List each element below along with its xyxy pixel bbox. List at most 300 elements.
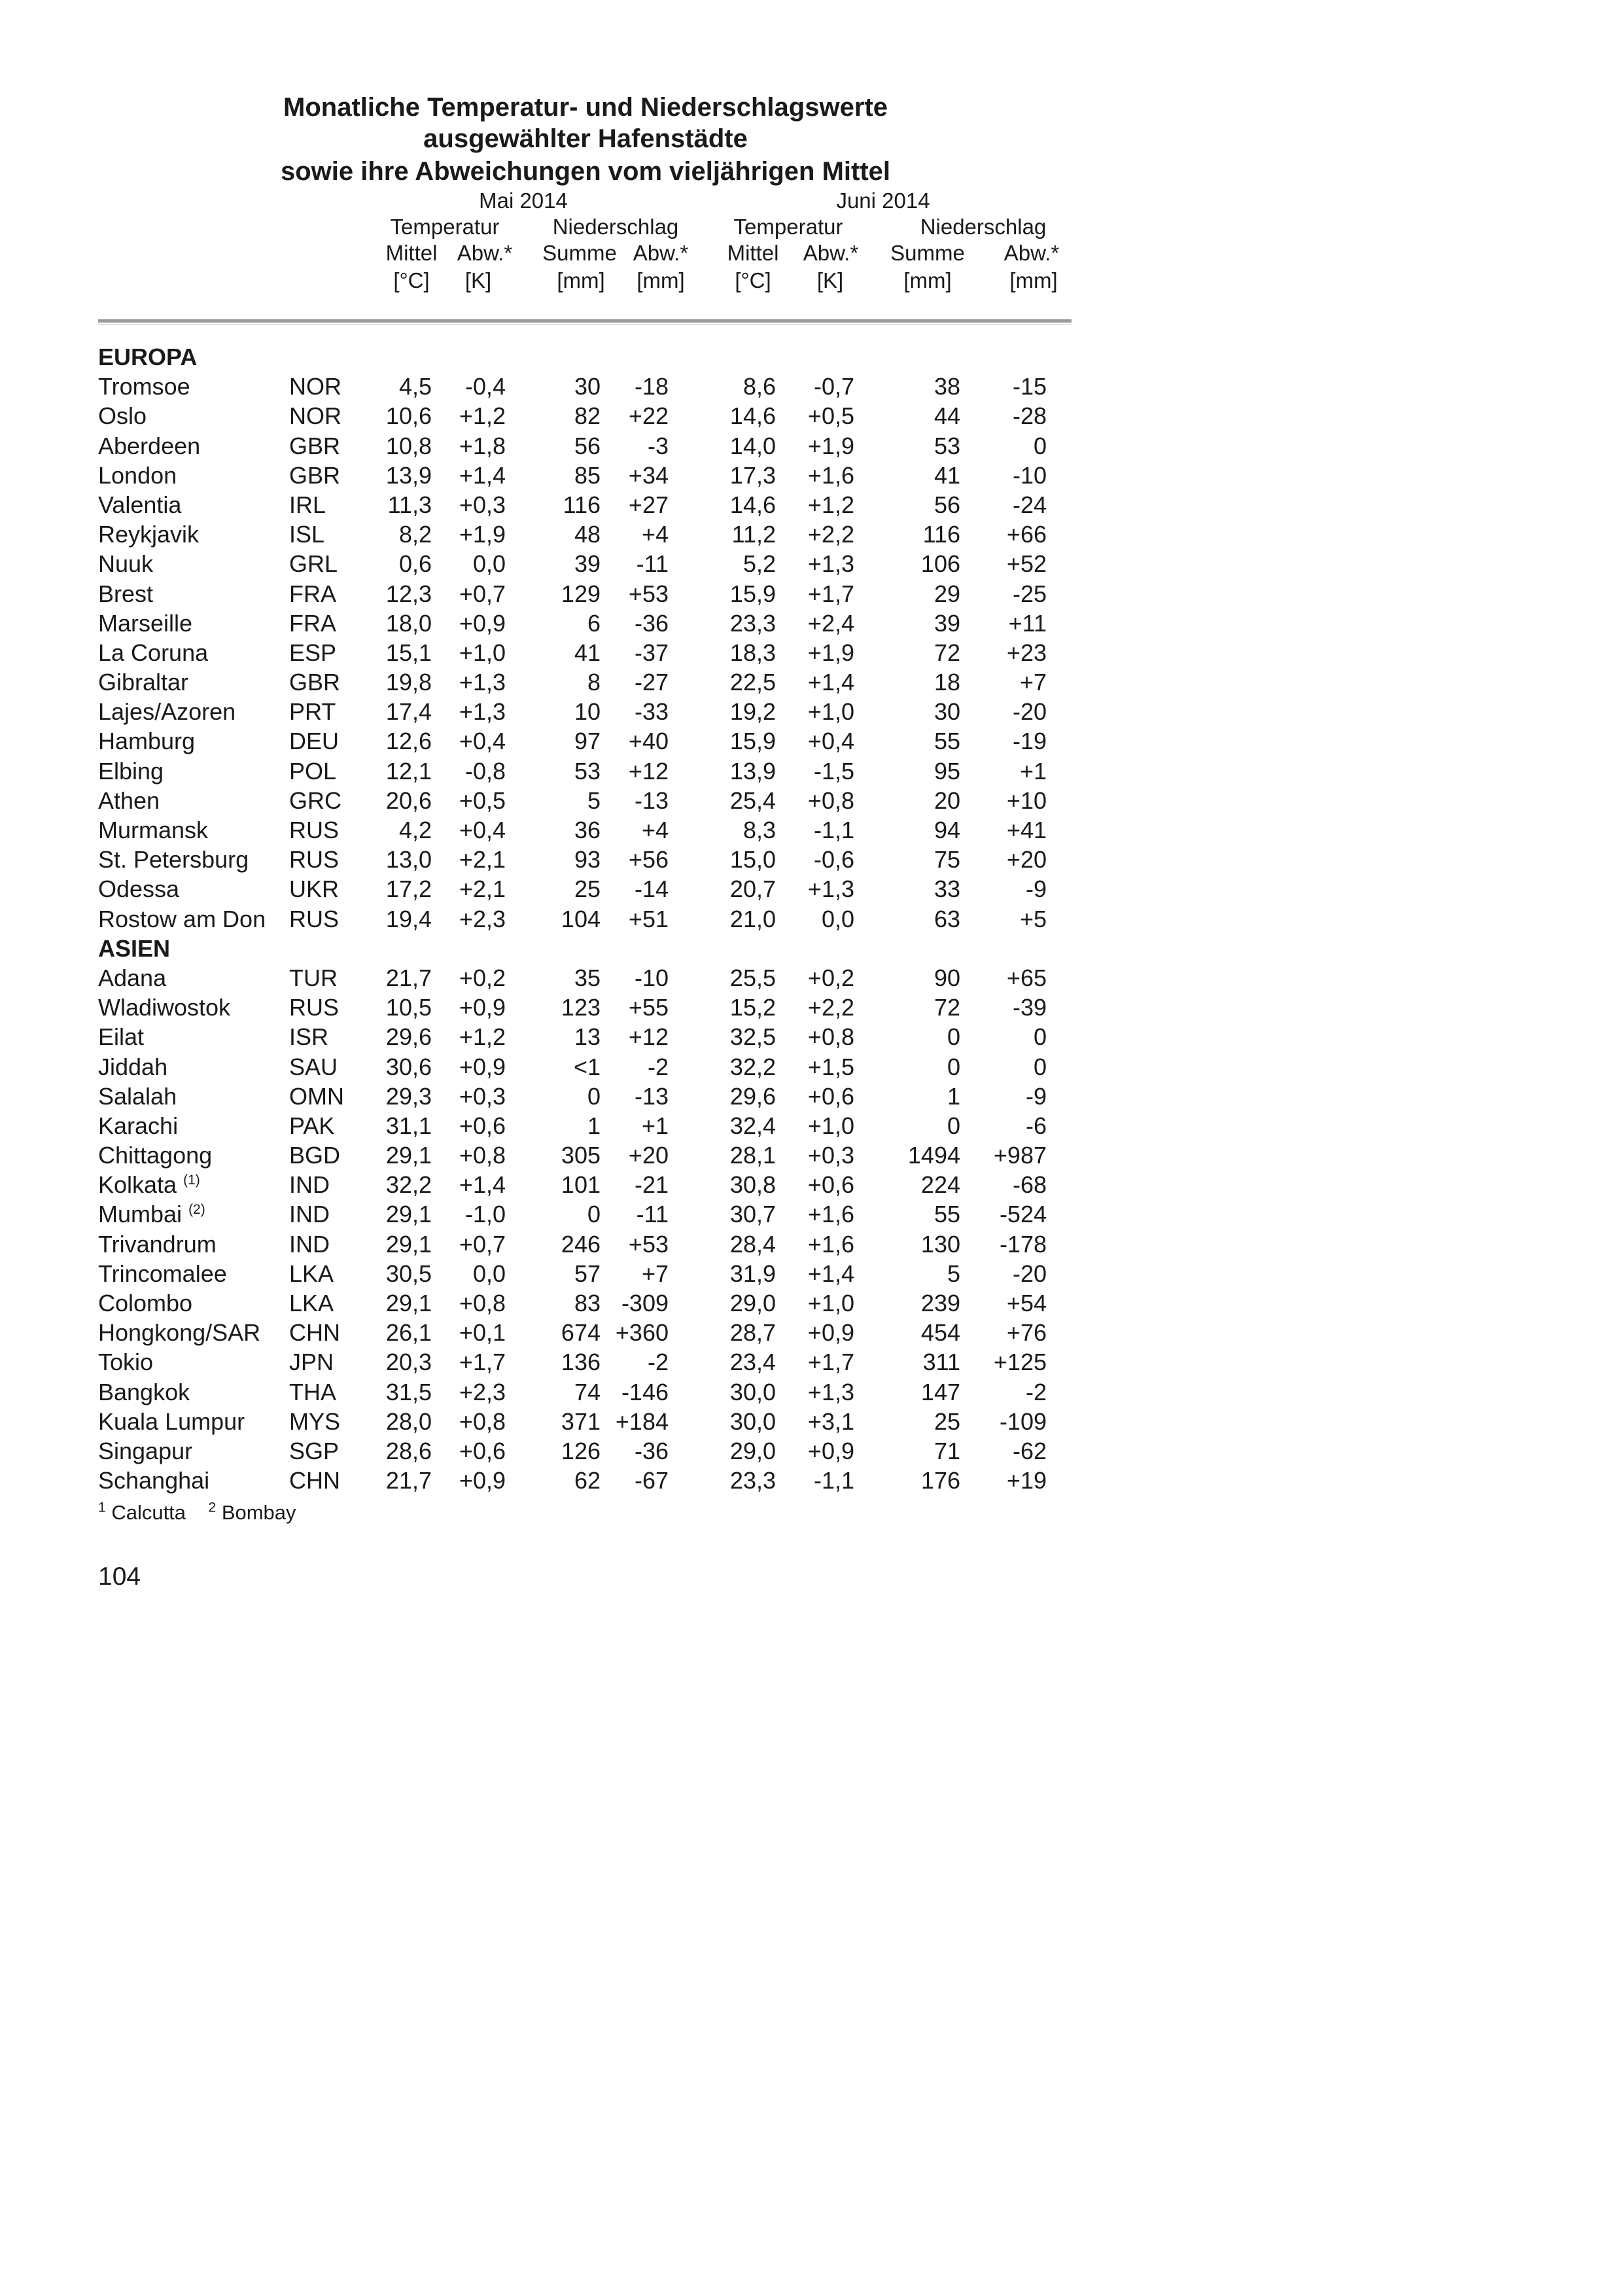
city-name: London	[98, 461, 177, 489]
precip-dev-may-value: -11	[636, 1201, 669, 1228]
temp-mean-may-value: 32,2	[385, 1171, 432, 1199]
temp-mean-june-value: 15,2	[729, 994, 776, 1021]
precip-dev-may-value: +360	[615, 1319, 669, 1347]
precip-dev-may-value: +53	[628, 1230, 669, 1258]
country-code: POL	[289, 757, 337, 785]
temp-mean-may-value: 30,6	[385, 1053, 432, 1080]
city-name: Marseille	[98, 609, 193, 637]
precip-dev-may-value: +56	[628, 846, 669, 874]
temp-mean-june-value: 28,4	[729, 1230, 776, 1258]
precip-sum-may-value: 56	[574, 432, 601, 459]
temp-mean-may-value: 10,5	[385, 994, 432, 1021]
section-heading-row	[0, 934, 1623, 963]
precip-dev-june-value: 0	[1033, 432, 1047, 459]
temp-dev-may-value: -0,8	[464, 757, 506, 785]
precip-dev-may-value: +184	[615, 1407, 669, 1435]
precip-dev-may-value: +12	[628, 757, 669, 785]
precip-dev-may-value: -36	[634, 1437, 669, 1464]
temp-mean-may-value: 17,2	[385, 875, 432, 903]
city-cell	[98, 963, 166, 993]
table-row	[0, 579, 1623, 609]
data-table-body	[0, 342, 1623, 1495]
temp-mean-may-value: 10,6	[385, 402, 432, 430]
temp-dev-june-value: +1,6	[807, 1201, 854, 1228]
city-name: Schanghai	[98, 1467, 210, 1494]
temp-mean-may-value: 15,1	[385, 639, 432, 666]
city-name: Murmansk	[98, 817, 209, 843]
precip-dev-june-value: -25	[1012, 580, 1047, 607]
precip-sum-may-value: 371	[561, 1407, 601, 1435]
city-name: Kuala Lumpur	[98, 1407, 245, 1435]
temp-mean-june-value: 15,9	[729, 728, 776, 755]
country-code: FRA	[289, 580, 336, 607]
precip-sum-may-value: 35	[574, 964, 601, 991]
precip-sum-june-value: 25	[934, 1407, 960, 1435]
city-name: Trincomalee	[98, 1260, 227, 1287]
city-cell	[98, 1347, 153, 1377]
table-row	[0, 490, 1623, 520]
month-header-june: Juni 2014	[836, 188, 930, 213]
city-cell	[98, 1288, 192, 1318]
temp-dev-may-value: +0,9	[459, 1053, 506, 1080]
temp-dev-june-value: +0,6	[807, 1082, 854, 1110]
table-row	[0, 845, 1623, 874]
section-heading: ASIEN	[98, 934, 171, 962]
precip-sum-june-value: 224	[920, 1171, 960, 1199]
city-cell	[98, 726, 195, 756]
col-header-summe-may: Summe	[542, 241, 617, 265]
temp-dev-june-value: +0,8	[807, 1023, 854, 1051]
table-row	[0, 874, 1623, 904]
country-code: THA	[289, 1378, 336, 1405]
temp-mean-june-value: 11,2	[731, 521, 776, 548]
temp-dev-june-value: -0,7	[813, 373, 854, 400]
temp-mean-may-value: 20,6	[385, 786, 432, 814]
precip-dev-may-value: +4	[641, 521, 669, 548]
footnote-marker-1: 1	[98, 1500, 106, 1515]
precip-dev-june-value: -20	[1012, 698, 1047, 726]
country-code: CHN	[289, 1319, 340, 1347]
country-code: ISL	[289, 521, 325, 548]
temp-mean-june-value: 21,0	[729, 905, 776, 932]
table-row	[0, 697, 1623, 726]
temp-dev-may-value: +0,1	[459, 1319, 506, 1347]
unit-celsius-june: [°C]	[735, 268, 771, 292]
precip-sum-may-value: 136	[561, 1349, 601, 1376]
col-header-abw-precip-june: Abw.*	[1003, 241, 1060, 265]
temp-dev-june-value: +1,3	[807, 550, 854, 578]
temp-mean-june-value: 5,2	[742, 550, 776, 578]
city-cell	[98, 697, 236, 726]
precip-dev-june-value: +52	[1006, 550, 1047, 578]
table-row	[0, 1170, 1623, 1199]
table-row	[0, 1229, 1623, 1259]
precip-dev-may-value: -13	[634, 1082, 669, 1110]
temp-dev-june-value: -0,6	[813, 846, 854, 874]
precip-dev-may-value: +22	[628, 402, 669, 430]
footnote-text-1: Calcutta	[111, 1501, 186, 1524]
temp-dev-june-value: -1,1	[813, 817, 854, 843]
country-code: DEU	[289, 728, 340, 755]
table-row	[0, 1140, 1623, 1170]
city-cell	[98, 461, 177, 490]
col-header-abw-temp-may: Abw.*	[457, 241, 513, 265]
city-name: Trivandrum	[98, 1230, 217, 1258]
temp-dev-may-value: +2,1	[459, 846, 506, 874]
precip-dev-june-value: -178	[999, 1230, 1047, 1258]
city-cell	[98, 1170, 200, 1199]
city-cell	[98, 667, 188, 697]
precip-sum-may-value: 83	[574, 1290, 601, 1316]
precip-sum-june-value: 39	[934, 609, 960, 637]
precip-dev-may-value: -2	[647, 1053, 669, 1080]
precip-dev-may-value: +20	[628, 1142, 669, 1169]
temp-dev-june-value: +0,8	[807, 786, 854, 814]
temp-mean-may-value: 29,3	[385, 1082, 432, 1110]
city-name: Chittagong	[98, 1142, 213, 1169]
temp-mean-may-value: 21,7	[385, 964, 432, 991]
precip-dev-june-value: 0	[1033, 1053, 1047, 1080]
city-name: Hongkong/SAR	[98, 1319, 261, 1347]
city-cell	[98, 786, 160, 815]
precip-sum-may-value: 39	[574, 550, 601, 578]
table-row	[0, 520, 1623, 549]
temp-mean-may-value: 8,2	[398, 521, 432, 548]
city-cell	[98, 1436, 192, 1466]
page-number: 104	[98, 1563, 141, 1591]
country-code: SAU	[289, 1053, 338, 1080]
temp-mean-may-value: 18,0	[385, 609, 432, 637]
table-row	[0, 1318, 1623, 1347]
table-row	[0, 786, 1623, 815]
precip-sum-june-value: 311	[922, 1349, 960, 1376]
precip-dev-may-value: -27	[634, 669, 669, 696]
precip-dev-may-value: +7	[641, 1260, 669, 1287]
city-name: La Coruna	[98, 639, 209, 666]
city-cell	[98, 904, 266, 934]
precip-dev-may-value: -2	[647, 1349, 669, 1376]
city-cell	[98, 1229, 217, 1259]
table-row	[0, 549, 1623, 578]
precip-sum-june-value: 55	[934, 728, 960, 755]
table-row	[0, 401, 1623, 431]
city-cell	[98, 1259, 227, 1288]
temp-mean-june-value: 15,0	[729, 846, 776, 874]
precip-sum-june-value: 75	[934, 846, 960, 874]
city-cell	[98, 756, 164, 786]
temp-dev-june-value: +1,3	[807, 875, 854, 903]
table-row	[0, 1199, 1623, 1229]
city-name: Athen	[98, 786, 160, 814]
unit-mm-sum-june: [mm]	[903, 268, 952, 292]
city-cell	[98, 1111, 178, 1140]
precip-dev-june-value: +41	[1006, 817, 1047, 843]
temp-dev-june-value: +0,5	[807, 402, 854, 430]
precip-dev-may-value: -146	[621, 1378, 669, 1405]
temp-dev-may-value: +0,3	[459, 1082, 506, 1110]
precip-dev-june-value: +66	[1006, 521, 1047, 548]
header-divider-shadow	[98, 324, 1072, 325]
table-row	[0, 904, 1623, 934]
city-name: Colombo	[98, 1290, 193, 1316]
unit-mm-sum-may: [mm]	[557, 268, 605, 292]
precip-sum-may-value: 48	[574, 521, 601, 548]
temp-mean-may-value: 17,4	[385, 698, 432, 726]
precip-sum-june-value: 130	[920, 1230, 960, 1258]
temp-mean-june-value: 23,4	[729, 1349, 776, 1376]
precip-sum-june-value: 41	[934, 461, 960, 489]
temp-dev-may-value: +1,0	[459, 639, 506, 666]
temp-mean-may-value: 19,8	[385, 669, 432, 696]
city-name: Rostow am Don	[98, 905, 266, 932]
table-row	[0, 1407, 1623, 1436]
temp-mean-june-value: 32,2	[729, 1053, 776, 1080]
precip-sum-may-value: 246	[561, 1230, 601, 1258]
precip-sum-may-value: 116	[563, 491, 601, 518]
table-row	[0, 431, 1623, 461]
precip-dev-may-value: -67	[634, 1467, 669, 1494]
precip-sum-may-value: 129	[561, 580, 601, 607]
temp-dev-june-value: +3,1	[807, 1407, 854, 1435]
footnote-reference: (1)	[183, 1173, 200, 1188]
city-name: Gibraltar	[98, 669, 189, 696]
precip-dev-may-value: -37	[634, 639, 669, 666]
country-code: IND	[289, 1230, 330, 1258]
precip-sum-june-value: 55	[934, 1201, 960, 1228]
temp-mean-june-value: 30,0	[729, 1378, 776, 1405]
country-code: ISR	[289, 1023, 329, 1051]
country-code: OMN	[289, 1082, 344, 1110]
temp-dev-may-value: +0,7	[459, 580, 506, 607]
precip-dev-june-value: +10	[1006, 786, 1047, 814]
precip-dev-may-value: +40	[628, 728, 669, 755]
temp-mean-june-value: 25,4	[729, 786, 776, 814]
precip-sum-june-value: 176	[920, 1467, 960, 1494]
temp-dev-may-value: +0,9	[459, 994, 506, 1021]
temp-dev-june-value: +1,0	[807, 1290, 854, 1316]
precip-dev-may-value: +53	[628, 580, 669, 607]
precip-sum-may-value: 13	[574, 1023, 601, 1051]
temp-dev-june-value: +0,2	[807, 964, 854, 991]
table-row	[0, 726, 1623, 756]
temp-dev-may-value: +1,3	[459, 669, 506, 696]
precip-sum-may-value: 97	[574, 728, 601, 755]
temp-mean-june-value: 15,9	[729, 580, 776, 607]
temp-mean-may-value: 10,8	[385, 432, 432, 459]
city-name: Nuuk	[98, 550, 154, 578]
precip-sum-may-value: 305	[561, 1142, 601, 1169]
col-header-abw-precip-may: Abw.*	[633, 241, 689, 265]
temp-mean-may-value: 13,0	[385, 846, 432, 874]
city-name: Kolkata	[98, 1171, 177, 1199]
city-cell	[98, 1377, 190, 1407]
precip-sum-may-value: 82	[574, 402, 601, 430]
temp-dev-may-value: 0,0	[472, 550, 506, 578]
city-name: Valentia	[98, 491, 182, 518]
precip-sum-june-value: 0	[947, 1053, 960, 1080]
precip-dev-may-value: -10	[634, 964, 669, 991]
city-name: Tromsoe	[98, 373, 190, 400]
table-title-line-2: ausgewählter Hafenstädte	[423, 124, 748, 153]
temp-dev-may-value: +0,4	[459, 817, 506, 843]
temp-dev-june-value: +1,9	[807, 432, 854, 459]
temp-dev-june-value: +0,6	[807, 1171, 854, 1199]
unit-mm-abw-june: [mm]	[1009, 268, 1058, 292]
precip-sum-may-value: 53	[574, 757, 601, 785]
unit-celsius-may: [°C]	[393, 268, 430, 292]
city-cell	[98, 1466, 209, 1495]
table-row	[0, 1259, 1623, 1288]
city-name: Adana	[98, 964, 167, 991]
unit-kelvin-may: [K]	[464, 268, 492, 292]
table-row	[0, 372, 1623, 401]
country-code: GBR	[289, 461, 341, 489]
table-row	[0, 1111, 1623, 1140]
temp-dev-may-value: +0,9	[459, 609, 506, 637]
precip-sum-may-value: 0	[587, 1201, 601, 1228]
precip-dev-june-value: -109	[999, 1407, 1047, 1435]
group-header-precip-june: Niederschlag	[920, 215, 1047, 239]
temp-mean-june-value: 8,3	[742, 817, 776, 843]
city-name: Hamburg	[98, 728, 196, 755]
city-cell	[98, 579, 153, 609]
precip-sum-june-value: 44	[934, 402, 960, 430]
temp-dev-june-value: +0,9	[807, 1437, 854, 1464]
precip-dev-june-value: -524	[999, 1201, 1047, 1228]
table-title-line-3: sowie ihre Abweichungen vom vieljährigen Mittel	[280, 157, 891, 186]
temp-dev-may-value: +2,3	[459, 905, 506, 932]
precip-sum-june-value: 72	[934, 639, 960, 666]
temp-mean-may-value: 31,1	[385, 1112, 432, 1139]
precip-dev-june-value: -9	[1025, 1082, 1047, 1110]
city-cell	[98, 1407, 245, 1436]
city-cell	[98, 1318, 260, 1347]
precip-sum-june-value: 0	[947, 1023, 960, 1051]
precip-sum-june-value: 72	[934, 994, 960, 1021]
temp-dev-may-value: +0,6	[459, 1437, 506, 1464]
precip-sum-may-value: 104	[561, 905, 601, 932]
country-code: PAK	[289, 1112, 335, 1139]
precip-sum-may-value: 30	[574, 373, 601, 400]
precip-dev-june-value: -15	[1012, 373, 1047, 400]
city-cell	[98, 1199, 205, 1229]
temp-mean-may-value: 12,1	[385, 757, 432, 785]
temp-mean-june-value: 32,4	[729, 1112, 776, 1139]
temp-mean-may-value: 4,5	[398, 373, 432, 400]
country-code: BGD	[289, 1142, 341, 1169]
country-code: RUS	[289, 994, 340, 1021]
temp-dev-may-value: +0,8	[459, 1290, 506, 1316]
temp-mean-june-value: 30,7	[729, 1201, 776, 1228]
temp-dev-may-value: 0,0	[472, 1260, 506, 1287]
table-row	[0, 1022, 1623, 1051]
precip-sum-may-value: 123	[561, 994, 601, 1021]
country-code: GRL	[289, 550, 338, 578]
temp-dev-june-value: +1,4	[807, 1260, 854, 1287]
city-cell	[98, 1140, 212, 1170]
precip-dev-may-value: -309	[621, 1290, 669, 1316]
table-title-line-1: Monatliche Temperatur- und Niederschlagswerte	[283, 93, 888, 122]
header-divider	[98, 319, 1072, 323]
temp-dev-may-value: +1,8	[459, 432, 506, 459]
city-name: Aberdeen	[98, 432, 201, 459]
temp-mean-june-value: 32,5	[729, 1023, 776, 1051]
city-cell	[98, 815, 208, 845]
temp-mean-june-value: 30,8	[729, 1171, 776, 1199]
precip-dev-may-value: -3	[647, 432, 669, 459]
temp-mean-june-value: 25,5	[729, 964, 776, 991]
temp-dev-may-value: +1,2	[459, 402, 506, 430]
precip-sum-june-value: 90	[934, 964, 960, 991]
temp-mean-june-value: 14,0	[729, 432, 776, 459]
table-row	[0, 1052, 1623, 1082]
city-name: Elbing	[98, 757, 164, 785]
temp-dev-june-value: +2,2	[807, 521, 854, 548]
group-header-temp-june: Temperatur	[733, 215, 843, 239]
precip-sum-may-value: 8	[587, 669, 601, 696]
temp-dev-may-value: -0,4	[464, 373, 506, 400]
temp-dev-june-value: +0,3	[807, 1142, 854, 1169]
precip-dev-june-value: +125	[993, 1349, 1047, 1376]
precip-sum-june-value: 147	[920, 1378, 960, 1405]
precip-dev-june-value: +987	[993, 1142, 1047, 1169]
month-header-may: Mai 2014	[479, 188, 568, 213]
temp-dev-june-value: +1,7	[807, 1349, 854, 1376]
precip-sum-june-value: 38	[934, 373, 960, 400]
city-name: Singapur	[98, 1437, 193, 1464]
precip-sum-june-value: 1	[947, 1082, 960, 1110]
table-row	[0, 756, 1623, 786]
temp-mean-may-value: 28,0	[385, 1407, 432, 1435]
temp-mean-may-value: 29,1	[385, 1290, 432, 1316]
temp-mean-june-value: 23,3	[729, 1467, 776, 1494]
temp-dev-may-value: +1,7	[459, 1349, 506, 1376]
precip-sum-may-value: 101	[561, 1171, 601, 1199]
country-code: LKA	[289, 1290, 334, 1316]
temp-dev-may-value: +0,6	[459, 1112, 506, 1139]
country-code: RUS	[289, 846, 340, 874]
table-row	[0, 1347, 1623, 1377]
precip-dev-june-value: -68	[1012, 1171, 1047, 1199]
city-name: Karachi	[98, 1112, 179, 1139]
precip-sum-may-value: 25	[574, 875, 601, 903]
precip-sum-june-value: 56	[934, 491, 960, 518]
table-row	[0, 609, 1623, 638]
precip-dev-may-value: +55	[628, 994, 669, 1021]
temp-dev-june-value: +1,0	[807, 1112, 854, 1139]
temp-mean-may-value: 4,2	[398, 817, 432, 843]
precip-dev-june-value: -62	[1012, 1437, 1047, 1464]
temp-dev-may-value: +0,5	[459, 786, 506, 814]
city-name: St. Petersburg	[98, 846, 249, 874]
country-code: RUS	[289, 905, 340, 932]
temp-mean-may-value: 12,3	[385, 580, 432, 607]
precip-dev-june-value: +76	[1006, 1319, 1047, 1347]
col-header-summe-june: Summe	[890, 241, 965, 265]
precip-sum-may-value: 674	[561, 1319, 601, 1347]
temp-dev-june-value: +2,2	[807, 994, 854, 1021]
temp-dev-may-value: +0,4	[459, 728, 506, 755]
precip-sum-may-value: 93	[574, 846, 601, 874]
precip-sum-may-value: 36	[574, 817, 601, 843]
temp-dev-may-value: +1,3	[459, 698, 506, 726]
precip-sum-june-value: 63	[934, 905, 960, 932]
table-row	[0, 461, 1623, 490]
country-code: PRT	[289, 698, 336, 726]
precip-sum-may-value: 1	[587, 1112, 601, 1139]
country-code: RUS	[289, 817, 340, 843]
temp-dev-may-value: +0,2	[459, 964, 506, 991]
